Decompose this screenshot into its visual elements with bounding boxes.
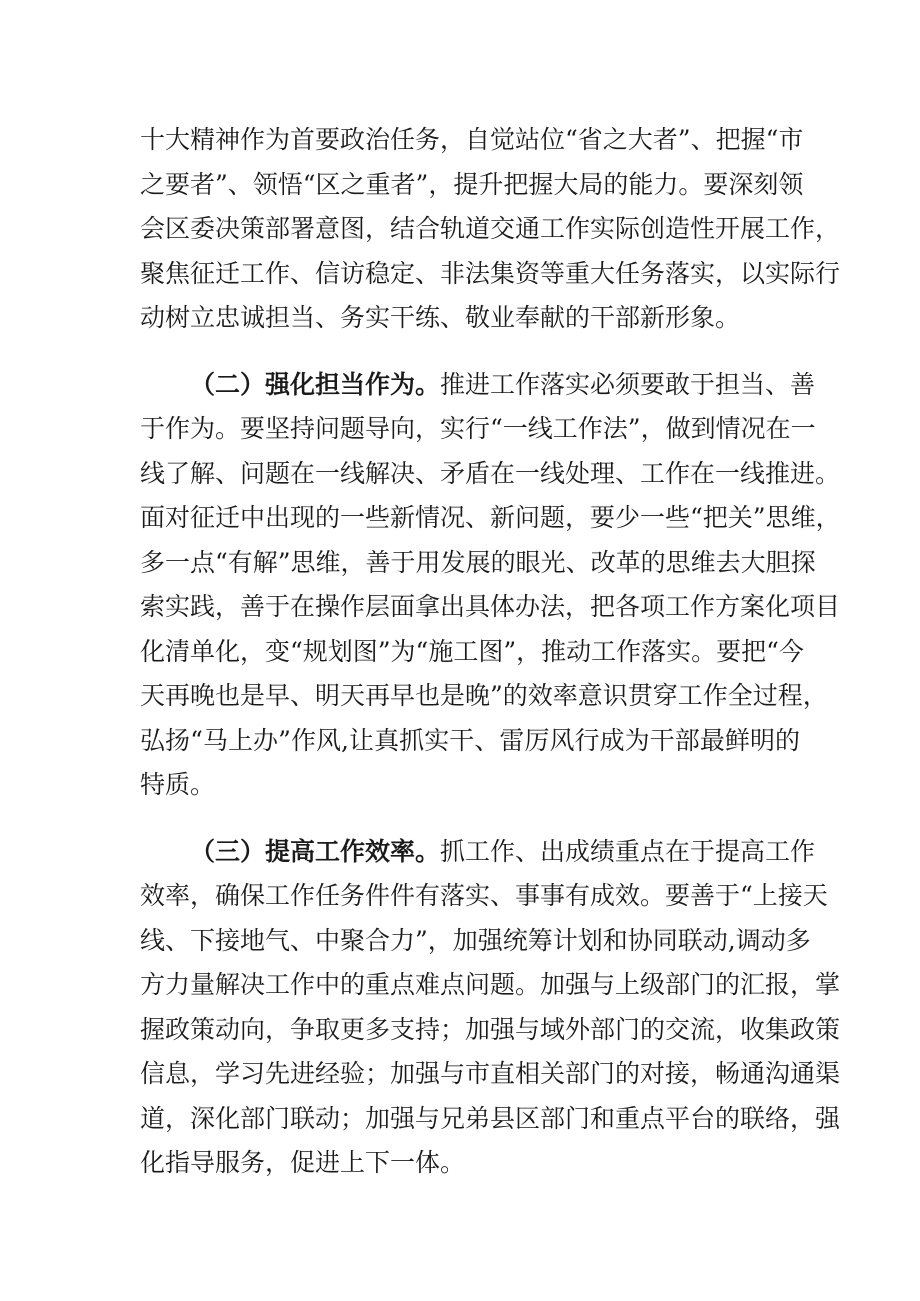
text-line	[140, 363, 816, 408]
section-heading: （二）强化担当作为。	[190, 369, 441, 399]
text-line: 线、下接地气、中聚合力”，加强统筹计划和协同联动,调动多	[140, 925, 811, 955]
text-line: 线了解、问题在一线解决、矛盾在一线处理、工作在一线推进。	[140, 458, 841, 488]
text-line: 动树立忠诚担当、务实干练、敬业奉献的干部新形象。	[140, 303, 741, 332]
paragraph-3	[140, 830, 841, 1186]
document-body	[140, 118, 841, 1186]
section-heading: （三）提高工作效率。	[190, 836, 441, 866]
paragraph-2	[140, 363, 841, 808]
text-line: 弘扬“马上办”作风,让真抓实干、雷厉风行成为干部最鲜明的	[140, 725, 800, 755]
text-line: 天再晚也是早、明天再早也是晚”的效率意识贯穿工作全过程，	[140, 681, 828, 710]
text-run: 抓工作、出成绩重点在于提高工作	[440, 836, 816, 866]
text-line: 多一点“有解”思维，善于用发展的眼光、改革的思维去大胆探	[140, 547, 816, 577]
text-line: 信息，学习先进经验；加强与市直相关部门的对接，畅通沟通渠	[140, 1059, 841, 1088]
text-line: 索实践，善于在操作层面拿出具体办法，把各项工作方案化项目	[140, 592, 841, 621]
text-line: 握政策动向，争取更多支持；加强与域外部门的交流，收集政策	[140, 1014, 841, 1044]
text-line: 聚焦征迁工作、信访稳定、非法集资等重大任务落实，以实际行	[140, 258, 841, 288]
text-line: 特质。	[140, 770, 216, 799]
text-line: 之要者”、领悟“区之重者”，提升把握大局的能力。要深刻领	[140, 169, 804, 199]
text-line: 道，深化部门联动；加强与兄弟县区部门和重点平台的联络，强	[140, 1103, 841, 1133]
text-line: 方力量解决工作中的重点难点问题。加强与上级部门的汇报，掌	[140, 970, 841, 999]
paragraph-1	[140, 118, 841, 341]
text-line	[140, 830, 816, 875]
text-line: 化清单化，变“规划图”为“施工图”，推动工作落实。要把“今	[140, 636, 804, 666]
text-line: 面对征迁中出现的一些新情况、新问题，要少一些“把关”思维，	[140, 503, 841, 532]
text-line: 十大精神作为首要政治任务，自觉站位“省之大者”、把握“市	[140, 125, 804, 154]
text-run: 推进工作落实必须要敢于担当、善	[440, 369, 816, 399]
text-line: 效率，确保工作任务件件有落实、事事有成效。要善于“上接天	[140, 881, 828, 910]
text-line: 会区委决策部署意图，结合轨道交通工作实际创造性开展工作，	[140, 214, 841, 243]
text-line: 于作为。要坚持问题导向，实行“一线工作法”，做到情况在一	[140, 414, 816, 443]
text-line: 化指导服务，促进上下一体。	[140, 1148, 466, 1177]
